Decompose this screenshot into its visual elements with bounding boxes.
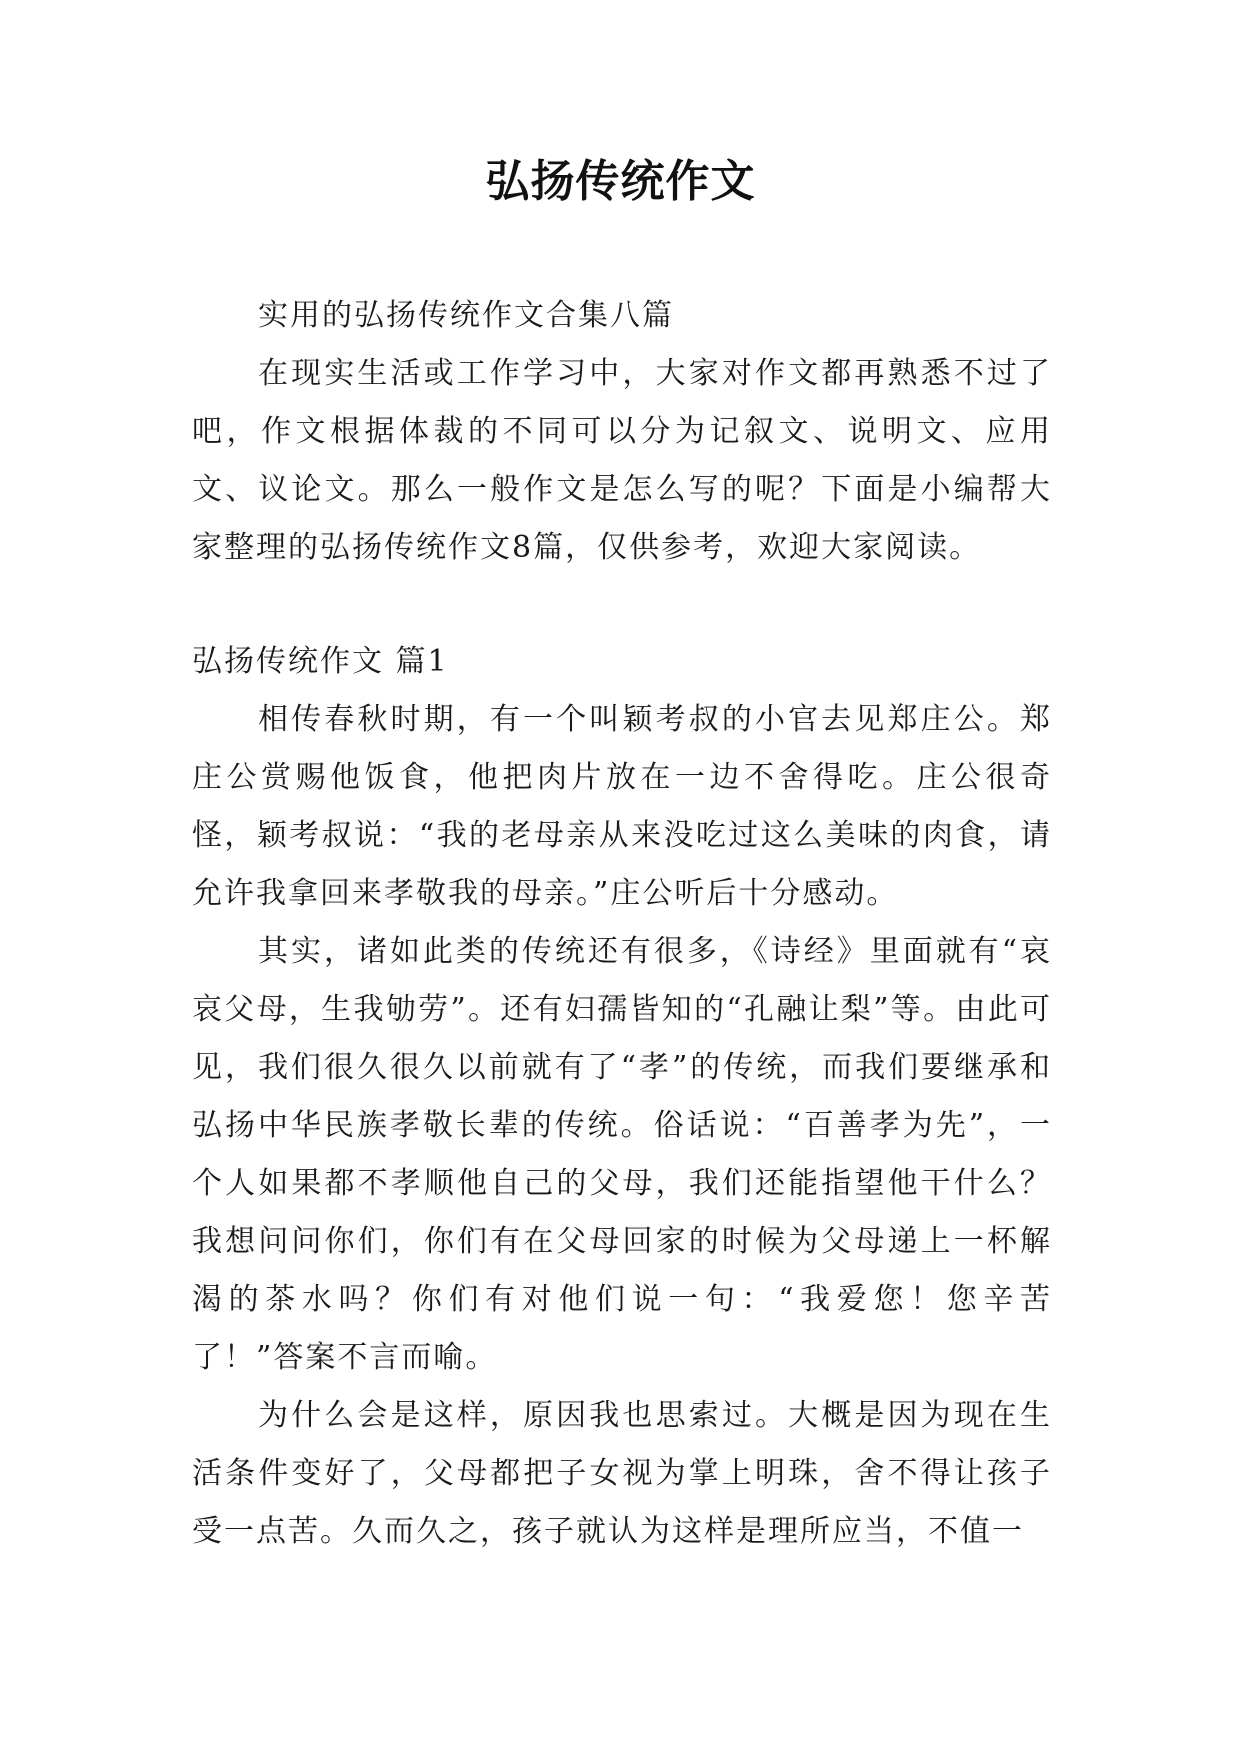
body-paragraph: 为什么会是这样，原因我也思索过。大概是因为现在生活条件变好了，父母都把子女视为掌上明珠，舍不得让孩子受一点苦。久而久之，孩子就认为这样是理所应当，不值一 (192, 1398, 1052, 1549)
body-paragraph: 相传春秋时期，有一个叫颖考叔的小官去见郑庄公。郑庄公赏赐他饭食，他把肉片放在一边不舍得吃。庄公很奇怪，颖考叔说：“我的老母亲从来没吃过这么美味的肉食，请允许我拿回来孝敬我的母亲。”庄公听后十分感动。 (192, 702, 1052, 911)
subtitle-paragraph: 实用的弘扬传统作文合集八篇 (258, 298, 674, 333)
section-heading: 弘扬传统作文 篇1 (192, 644, 449, 679)
section-spacer (192, 577, 1052, 633)
document-body (192, 287, 1052, 1561)
body-paragraph: 其实，诸如此类的传统还有很多，《诗经》里面就有“哀哀父母，生我劬劳”。还有妇孺皆知的“孔融让梨”等。由此可见，我们很久很久以前就有了“孝”的传统，而我们要继承和弘扬中华民族孝敬长辈的传统。俗话说：“百善孝为先”，一个人如果都不孝顺他自己的父母，我们还能指望他干什么？我想问问你们，你们有在父母回家的时候为父母递上一杯解渴的茶水吗？你们有对他们说一句：“我爱您！您辛苦了！”答案不言而喻。 (192, 934, 1052, 1375)
document-title: 弘扬传统作文 (485, 156, 756, 207)
intro-paragraph: 在现实生活或工作学习中，大家对作文都再熟悉不过了吧，作文根据体裁的不同可以分为记叙文、说明文、应用文、议论文。那么一般作文是怎么写的呢？下面是小编帮大家整理的弘扬传统作文8篇，仅供参考，欢迎大家阅读。 (192, 356, 1052, 565)
